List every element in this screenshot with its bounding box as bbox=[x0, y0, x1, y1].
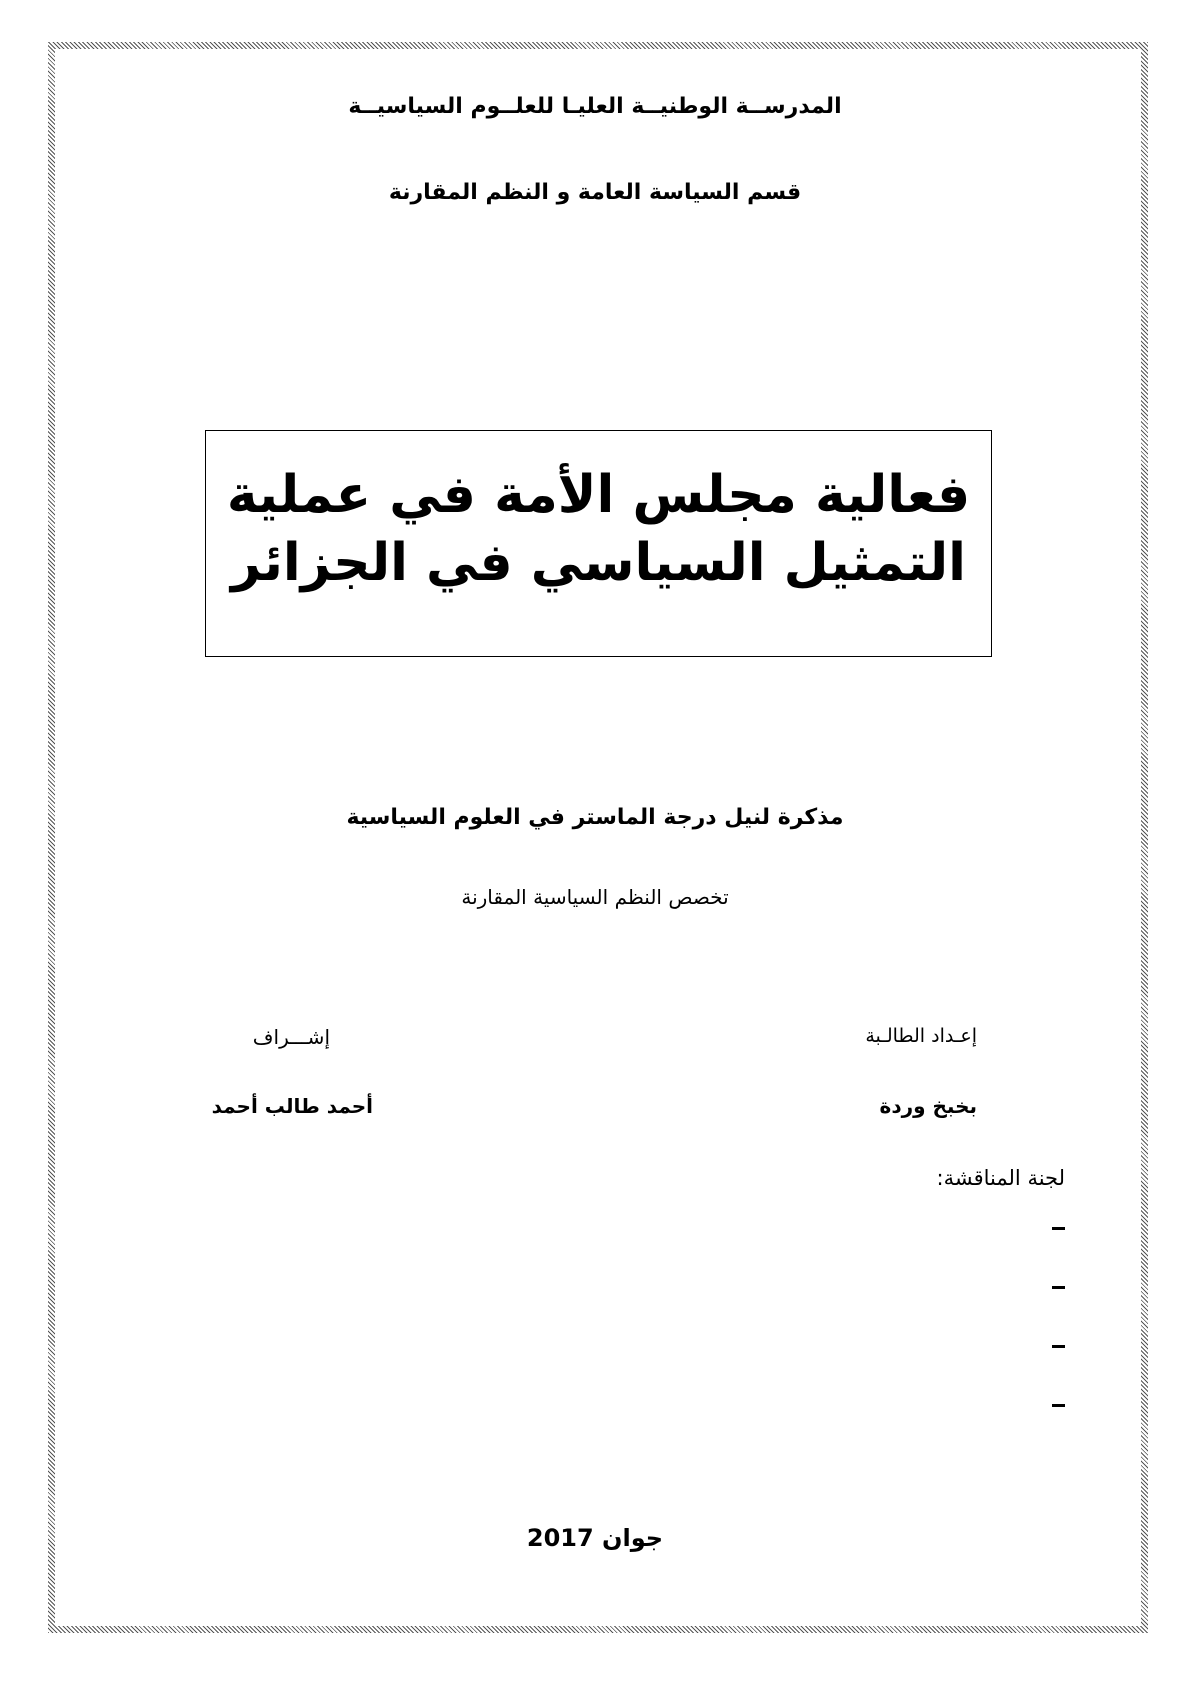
school-name: المدرســة الوطنيــة العليـا للعلــوم السياسيــة bbox=[348, 94, 842, 119]
committee-member-dash bbox=[1052, 1286, 1065, 1289]
page-border bbox=[48, 42, 1148, 1633]
specialization: تخصص النظم السياسية المقارنة bbox=[461, 885, 729, 909]
submission-date: جوان 2017 bbox=[526, 1524, 664, 1552]
thesis-title-box bbox=[205, 430, 992, 657]
thesis-title-line-1: فعالية مجلس الأمة في عملية bbox=[226, 465, 971, 525]
supervisor-label: إشـــراف bbox=[252, 1025, 330, 1049]
degree-statement: مذكرة لنيل درجة الماستر في العلوم السياسية bbox=[346, 805, 844, 830]
student-label: إعـداد الطالـبة bbox=[865, 1025, 977, 1047]
committee-member-dash bbox=[1052, 1404, 1065, 1407]
supervisor-name: أحمد طالب أحمد bbox=[211, 1094, 373, 1118]
student-name: بخبخ وردة bbox=[879, 1094, 977, 1118]
department-name: قسم السياسة العامة و النظم المقارنة bbox=[388, 180, 802, 205]
thesis-title-line-2: التمثيل السياسي في الجزائر bbox=[231, 533, 966, 593]
committee-member-dash bbox=[1052, 1227, 1065, 1230]
committee-member-dash bbox=[1052, 1345, 1065, 1348]
committee-label: لجنة المناقشة: bbox=[936, 1166, 1065, 1190]
